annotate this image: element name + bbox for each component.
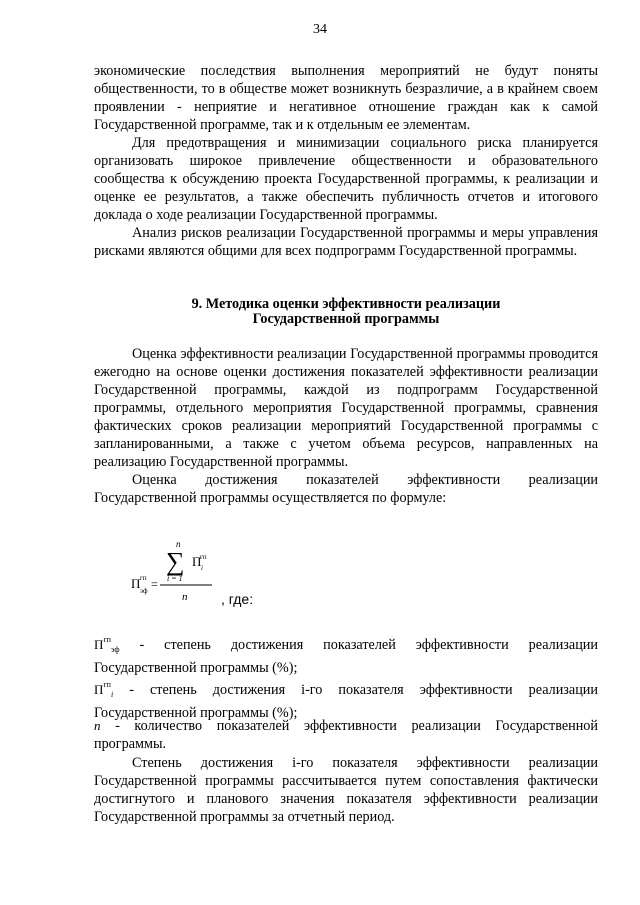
page-number: 34 — [313, 22, 327, 37]
definition-3-text: - количество показателей эффективности реализации Государственной программы. — [94, 718, 598, 752]
sum-sigma-icon: ∑ — [166, 547, 185, 576]
section-heading-line-1: 9. Методика оценки эффективности реализации — [191, 296, 501, 312]
sum-lower-limit: i = 1 — [167, 574, 183, 583]
formula-term-subscript: i — [201, 564, 203, 572]
formula-term-symbol: П — [192, 554, 202, 569]
method-paragraph-2: Оценка достижения показателей эффективности реализации Государственной программы осуществляется по формуле: — [94, 472, 598, 506]
section-heading-line-2: Государственной программы — [252, 311, 440, 327]
definition-2-symbol: П — [94, 682, 104, 697]
intro-text — [94, 62, 598, 260]
definition-2-subscript: i — [110, 690, 114, 699]
definition-1-superscript: гп — [103, 635, 111, 644]
intro-paragraph-1: экономические последствия выполнения мероприятий не будут поняты общественности, то в обществе может возникнуть безразличие, а в крайнем своем проявлении - неприятие и негативное отношение граждан как к самой Государственной программе, так и к отдельным ее элементам. — [94, 63, 598, 133]
sum-upper-limit: n — [176, 539, 181, 549]
definition-2 — [94, 676, 598, 722]
method-paragraph-1: Оценка эффективности реализации Государственной программы проводится ежегодно на основе оценки достижения показателей эффективности реализации Государственной программы, каждой из подпрограмм Государственной программы, отдельного мероприятия Государственной программы, сравнения фактических сроков реализации мероприятий Государственной программы с запланированными, а также с учетом объема ресурсов, направленных на реализацию Государственной программы. — [94, 346, 598, 470]
definition-1-text: - степень достижения показателей эффективности реализации Государственной программы (%); — [94, 637, 598, 676]
formula-term-superscript: гп — [200, 553, 207, 561]
formula-denominator: n — [182, 591, 188, 603]
definition-2-superscript: гп — [103, 680, 111, 689]
formula-lhs-superscript: гп — [140, 574, 147, 582]
formula-lhs-subscript: эф — [140, 587, 148, 595]
method-text — [94, 345, 598, 507]
definition-1-symbol: П — [94, 637, 104, 652]
closing-text — [94, 754, 598, 826]
section-heading — [94, 297, 598, 327]
definition-1 — [94, 631, 598, 677]
definition-1-subscript: эф — [110, 645, 120, 654]
closing-paragraph: Степень достижения i-го показателя эффективности реализации Государственной программы рассчитывается путем сопоставления фактически достигнутого и планового значения показателя эффективности реализации Государственной программы за отчетный период. — [94, 755, 598, 825]
intro-paragraph-3: Анализ рисков реализации Государственной программы и меры управления рисками являются общими для всех подпрограмм Государственной программы. — [94, 225, 598, 259]
formula-where: , где: — [221, 591, 254, 607]
definition-3-symbol: n — [94, 718, 101, 733]
definition-2-text: - степень достижения i-го показателя эффективности реализации Государственной программы (%); — [94, 682, 598, 721]
intro-paragraph-2: Для предотвращения и минимизации социального риска планируется организовать широкое привлечение общественности и образовательного сообщества к обсуждению проекта Государственной программы, к реализации и оценке ее результатов, а также обеспечить публичность отчетов и итогового доклада о ходе реализации Государственной программы. — [94, 135, 598, 223]
formula-lhs-symbol: П — [131, 576, 141, 591]
formula-equals: = — [151, 577, 158, 591]
definition-3 — [94, 717, 598, 753]
